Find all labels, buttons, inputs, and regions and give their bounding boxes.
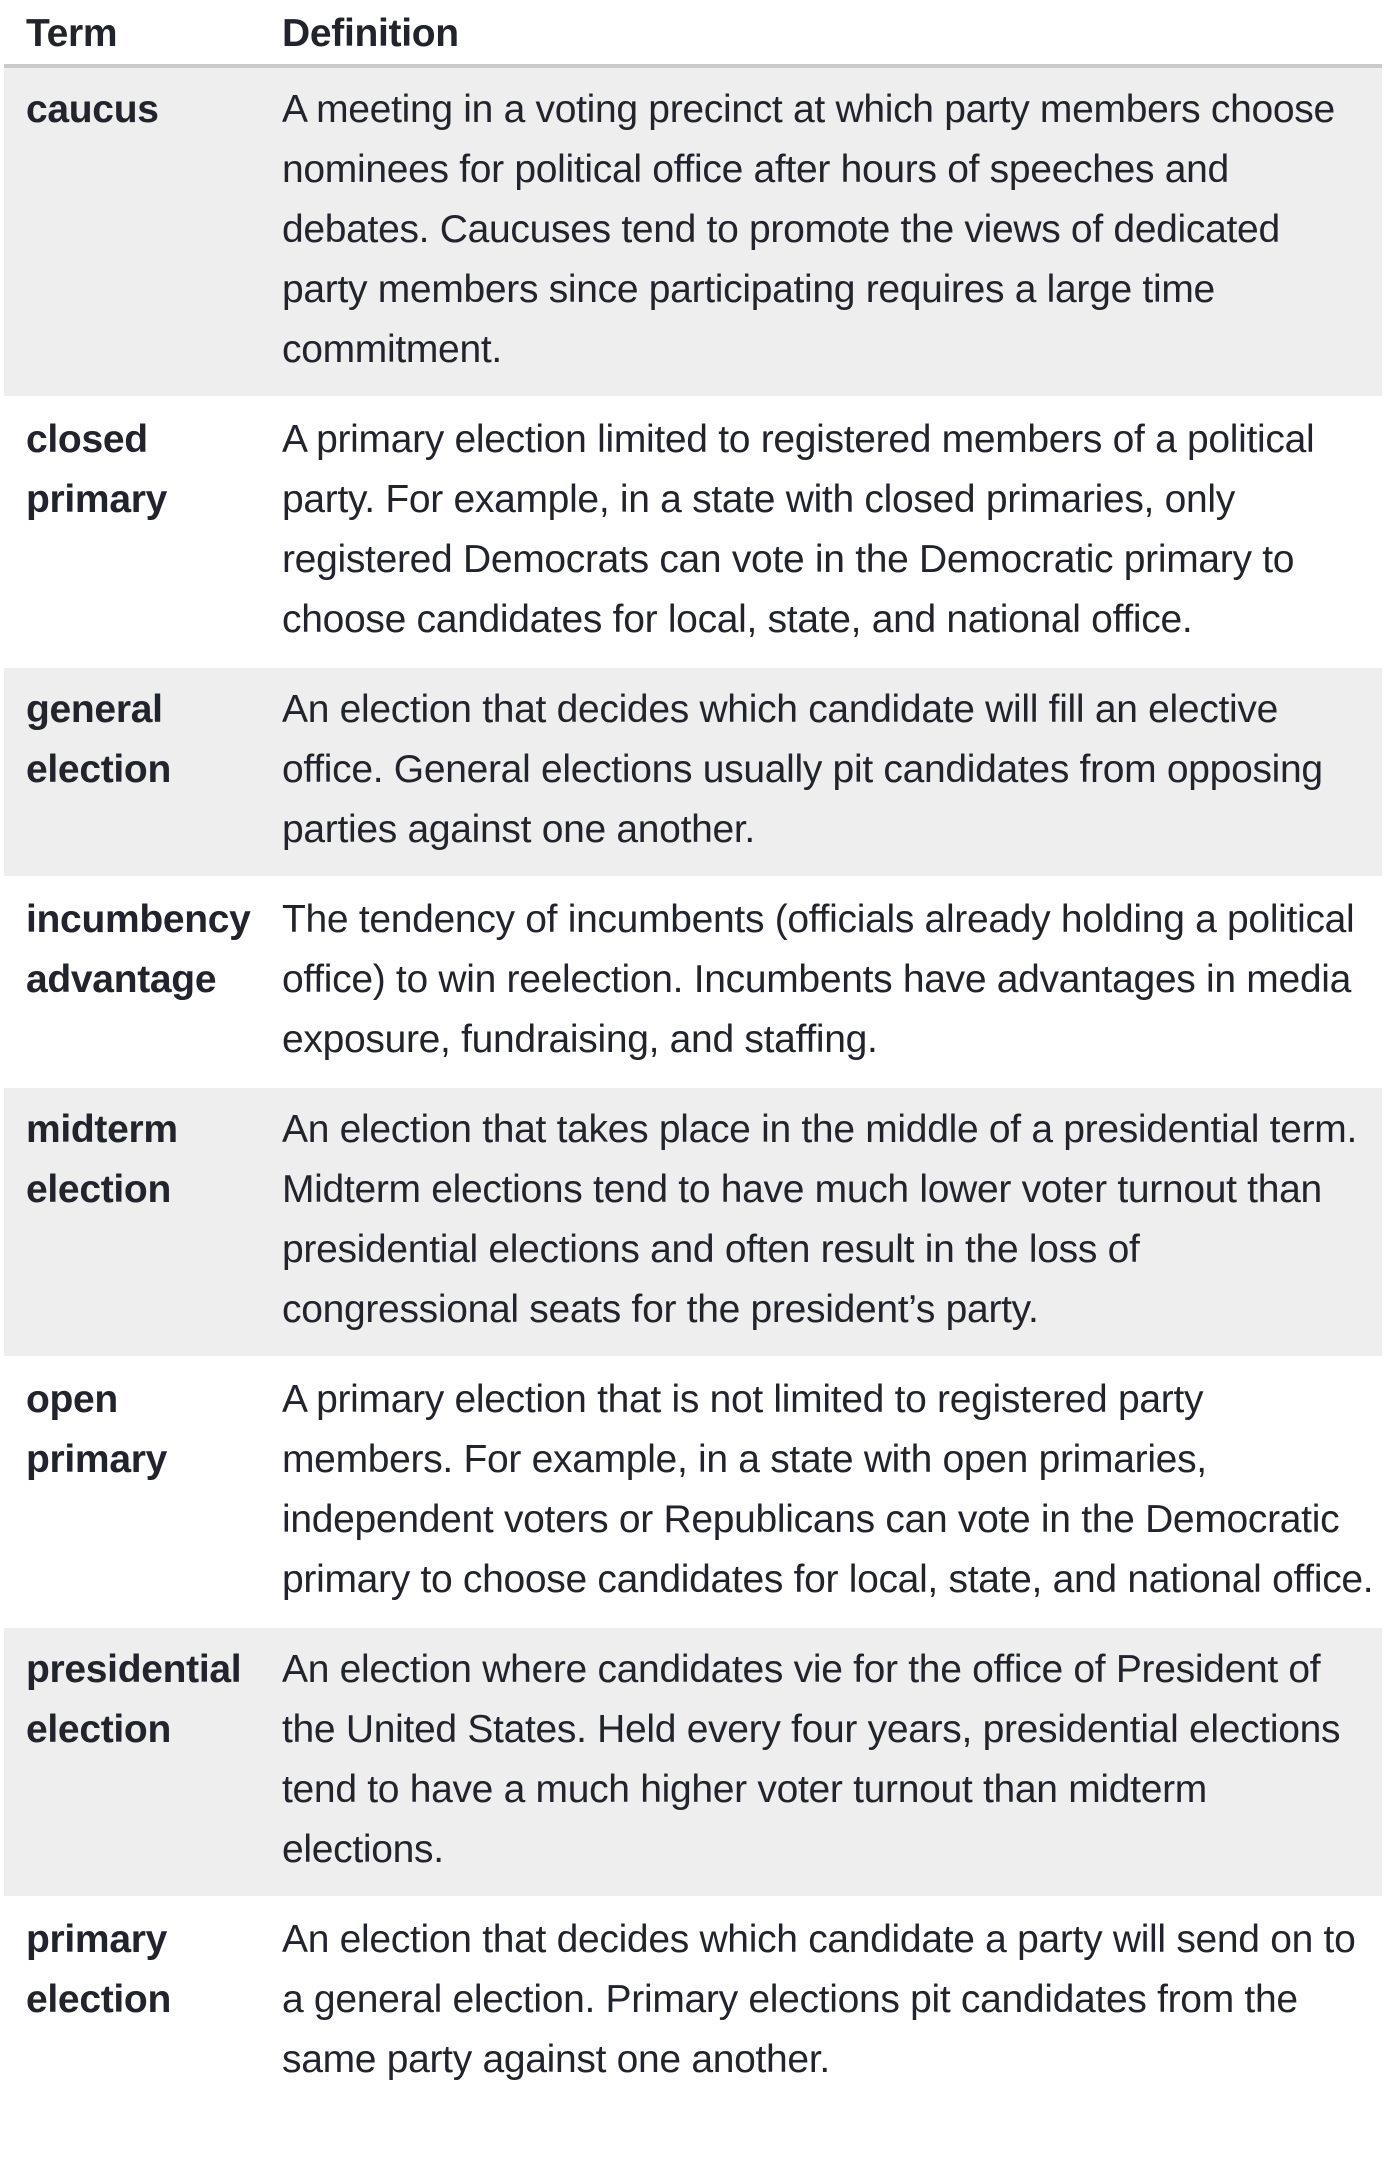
term-cell: caucus <box>4 66 260 397</box>
term-cell: closed primary <box>4 397 260 667</box>
term-cell: primary election <box>4 1897 260 2106</box>
table-body <box>4 66 1382 2106</box>
term-cell: general election <box>4 667 260 877</box>
definition-cell: The tendency of incumbents (officials already holding a political office) to win reelection. Incumbents have advantages in media exposure, fundraising, and staffing. <box>260 877 1382 1087</box>
header-row <box>4 0 1382 66</box>
definition-cell: An election that decides which candidate a party will send on to a general election. Primary elections pit candidates from the same party against one another. <box>260 1897 1382 2106</box>
table-row <box>4 1627 1382 1897</box>
table-header <box>4 0 1382 66</box>
definition-cell: An election that takes place in the middle of a presidential term. Midterm elections tend to have much lower voter turnout than presidential elections and often result in the loss of congressional seats for the president’s party. <box>260 1087 1382 1357</box>
table-row <box>4 66 1382 397</box>
definition-cell: A meeting in a voting precinct at which party members choose nominees for political office after hours of speeches and debates. Caucuses tend to promote the views of dedicated party members since participating requires a large time commitment. <box>260 66 1382 397</box>
definition-cell: A primary election that is not limited to registered party members. For example, in a state with open primaries, independent voters or Republicans can vote in the Democratic primary to choose candidates for local, state, and national office. <box>260 1357 1382 1627</box>
definition-cell: An election that decides which candidate will fill an elective office. General elections usually pit candidates from opposing parties against one another. <box>260 667 1382 877</box>
table-row <box>4 1897 1382 2106</box>
table-row <box>4 1357 1382 1627</box>
table-row <box>4 1087 1382 1357</box>
term-column-header: Term <box>4 0 260 66</box>
table-row <box>4 877 1382 1087</box>
definition-cell: An election where candidates vie for the office of President of the United States. Held every four years, presidential elections tend to have a much higher voter turnout than midterm elections. <box>260 1627 1382 1897</box>
term-cell: presidential election <box>4 1627 260 1897</box>
term-cell: midterm election <box>4 1087 260 1357</box>
term-cell: incumbency advantage <box>4 877 260 1087</box>
table-row <box>4 397 1382 667</box>
table-row <box>4 667 1382 877</box>
definition-cell: A primary election limited to registered members of a political party. For example, in a state with closed primaries, only registered Democrats can vote in the Democratic primary to choose candidates for local, state, and national office. <box>260 397 1382 667</box>
definition-column-header: Definition <box>260 0 1382 66</box>
term-cell: open primary <box>4 1357 260 1627</box>
glossary-table <box>4 0 1382 2106</box>
